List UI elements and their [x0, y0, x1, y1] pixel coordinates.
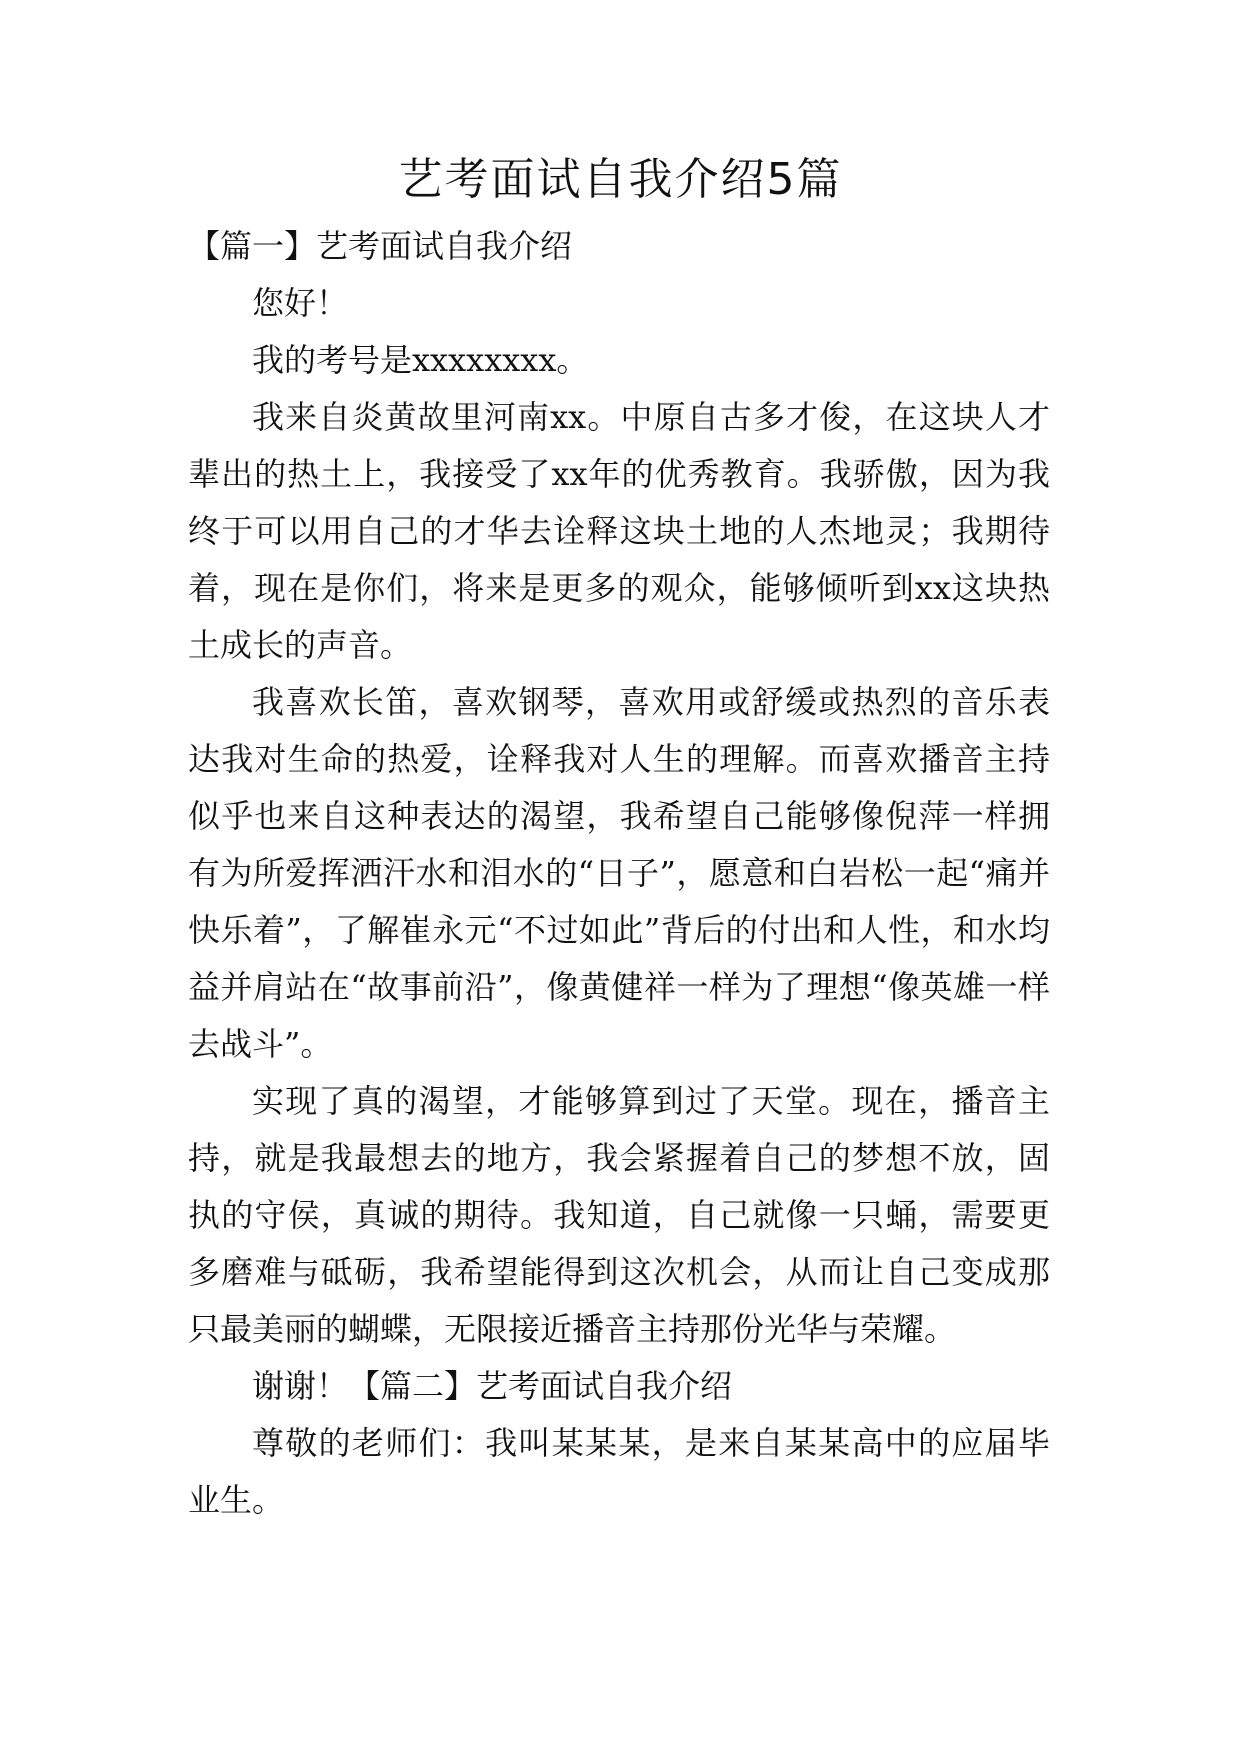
- paragraph-section2-intro: 尊敬的老师们：我叫某某某，是来自某某高中的应届毕业生。: [188, 1424, 1050, 1519]
- document-body: [188, 218, 1050, 1529]
- paragraph-hobbies: 我喜欢长笛，喜欢钢琴，喜欢用或舒缓或热烈的音乐表达我对生命的热爱，诠释我对人生的理解。而喜欢播音主持似乎也来自这种表达的渴望，我希望自己能够像倪萍一样拥有为所爱挥洒汗水和泪水的“日子”，愿意和白岩松一起“痛并快乐着”，了解崔永元“不过如此”背后的付出和人性，和水均益并肩站在“故事前沿”，像黄健祥一样为了理想“像英雄一样去战斗”。: [188, 683, 1050, 1063]
- paragraph-exam-number: 我的考号是xxxxxxxx。: [252, 341, 589, 379]
- section-heading: 【篇一】艺考面试自我介绍: [188, 227, 573, 265]
- paragraph-hometown: 我来自炎黄故里河南xx。中原自古多才俊，在这块人才辈出的热土上，我接受了xx年的优秀教育。我骄傲，因为我终于可以用自己的才华去诠释这块土地的人杰地灵；我期待着，现在是你们，将来是更多的观众，能够倾听到xx这块热土成长的声音。: [188, 398, 1050, 664]
- document-title: 艺考面试自我介绍5篇: [398, 154, 843, 205]
- paragraph-thanks-section2: 谢谢！【篇二】艺考面试自我介绍: [252, 1367, 733, 1405]
- paragraph-greeting: 您好！: [252, 284, 349, 322]
- paragraph-dream: 实现了真的渴望，才能够算到过了天堂。现在，播音主持，就是我最想去的地方，我会紧握着自己的梦想不放，固执的守侯，真诚的期待。我知道，自己就像一只蛹，需要更多磨难与砥砺，我希望能得到这次机会，从而让自己变成那只最美丽的蝴蝶，无限接近播音主持那份光华与荣耀。: [188, 1082, 1050, 1348]
